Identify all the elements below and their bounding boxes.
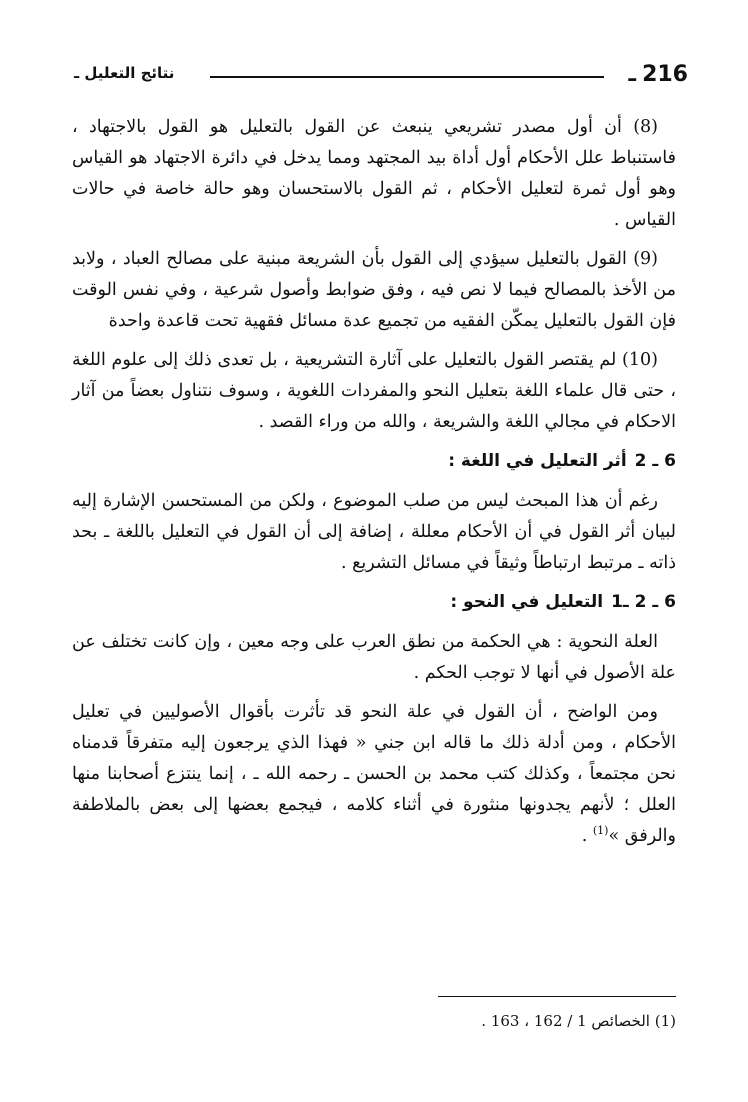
paragraph-10: (10) لم يقتصر القول بالتعليل على آثارة التشريعية ، بل تعدى ذلك إلى علوم اللغة ، حتى قال علماء اللغة بتعليل النحو والمفردات اللغوية ، وسوف نتناول بعضاً من آثار الاحكام في مجالي اللغة والشريعة ، والله من وراء القصد .	[72, 350, 676, 432]
paragraph-ibn-jinni-quote: ومن الواضح ، أن القول في علة النحو قد تأثرت بأقوال الأصوليين في تعليل الأحكام ، ومن أدلة ذلك ما قاله ابن جني « فهذا الذي يرجعون إليه متفرقاً قدمناه نحن مجتمعاً ، وكذلك كتب محمد بن الحسن ـ رحمه الله ـ ، إنما ينتزع أصحابنا منها العلل ؛ لأنهم يجدونها منثورة في أثناء كلامه ، فيجمع بعضها إلى بعض بالملاطفة والرفق »$^{(1)}$ .	[72, 702, 676, 846]
running-head: نتائج التعليل ـ	[74, 64, 175, 82]
paragraph-language: رغم أن هذا المبحث ليس من صلب الموضوع ، ولكن من المستحسن الإشارة إليه لبيان أثر القول في أن الأحكام معللة ، إضافة إلى أن القول في التعليل باللغة ـ بحد ذاته ـ مرتبط ارتباطاً وثيقاً في مسائل التشريع .	[72, 491, 676, 573]
section-number: 6 ـ 2	[634, 451, 676, 471]
paragraph-8: (8) أن أول مصدر تشريعي ينبعث عن القول بالتعليل هو القول بالاجتهاد ، فاستنباط علل الأحكام أول أداة بيد المجتهد ومما يدخل في دائرة الاجتهاد هو القياس وهو أول ثمرة لتعليل الأحكام ، ثم القول بالاستحسان وهو حالة خاصة في حالات القياس .	[72, 117, 676, 230]
page-body	[72, 112, 676, 860]
footnote-rule	[438, 996, 676, 997]
footnote-ref: (1)	[592, 824, 609, 838]
section-heading-grammar	[72, 587, 676, 617]
section-number: 6 ـ 2 ـ1	[611, 592, 676, 612]
footnote: (1) الخصائص 1 / 162 ، 163 .	[481, 1012, 676, 1030]
section-title: التعليل في النحو :	[450, 592, 604, 612]
section-heading-language	[72, 446, 676, 476]
page-header	[70, 62, 690, 92]
section-title: أثر التعليل في اللغة :	[448, 451, 627, 471]
page-number: 216ـ	[628, 62, 688, 87]
paragraph-9: (9) القول بالتعليل سيؤدي إلى القول بأن الشريعة مبنية على مصالح العباد ، ولابد من الأخذ بالمصالح فيما لا نص فيه ، وفق ضوابط وأصول شرعية ، وفي نفس الوقت فإن القول بالتعليل يمكّن الفقيه من تجميع عدة مسائل فقهية تحت قاعدة واحدة	[72, 249, 676, 331]
paragraph-grammatical-cause: العلة النحوية : هي الحكمة من نطق العرب على وجه معين ، وإن كانت تختلف عن علة الأصول في أنها لا توجب الحكم .	[72, 632, 676, 683]
header-rule	[210, 76, 604, 78]
